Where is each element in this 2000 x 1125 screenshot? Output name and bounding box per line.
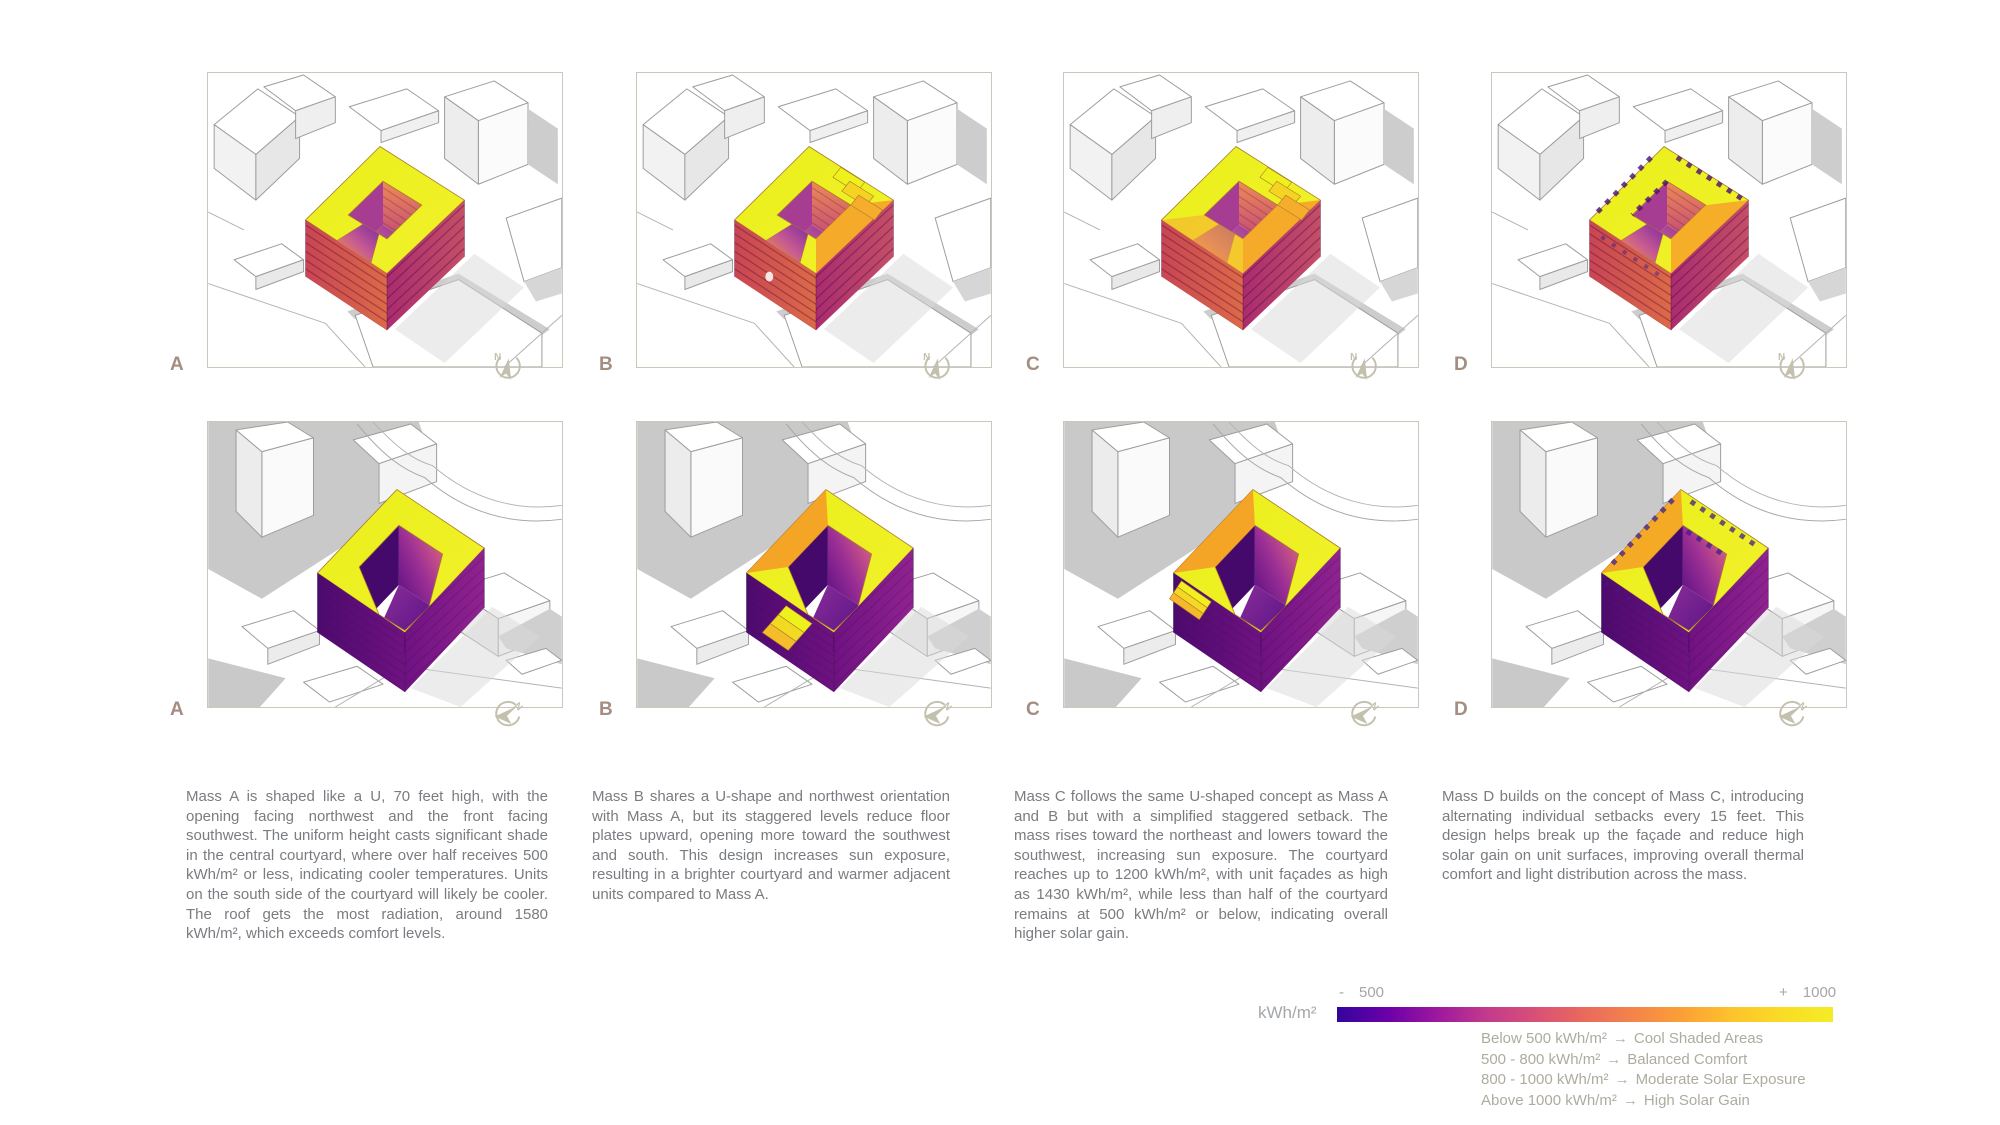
arrow-icon: → <box>1612 1030 1628 1047</box>
legend-class-row <box>1481 1050 1806 1071</box>
solar-radiation-render-d-courtyard <box>1492 422 1846 707</box>
north-arrow-rotated-icon <box>1347 698 1379 730</box>
legend-meaning: Moderate Solar Exposure <box>1635 1071 1806 1088</box>
massing-panel-c-courtyard <box>1063 421 1419 708</box>
panel-label-a-bottom: A <box>170 699 185 720</box>
legend-range: Below 500 kWh/m² <box>1481 1030 1607 1047</box>
north-arrow-rotated-icon <box>491 698 523 730</box>
legend-range: 800 - 1000 kWh/m² <box>1481 1071 1609 1088</box>
panel-label-d-top: D <box>1454 354 1469 375</box>
mass-c-description: Mass C follows the same U-shaped concept as Mass A and B but with a simplified staggered setback. The mass rises toward the northeast and lowers toward the southwest, increasing sun exposure. The courtyard reaches up to 1200 kWh/m², with unit façades as high as 1430 kWh/m², while less than half of the courtyard remains at 500 kWh/m² or below, indicating overall higher solar gain. <box>1014 788 1388 943</box>
panel-label-a-top: A <box>170 354 185 375</box>
massing-panel-d-aerial <box>1491 72 1847 368</box>
north-arrow-rotated-icon <box>1775 698 1807 730</box>
legend-class-row <box>1481 1070 1806 1091</box>
panel-label-b-bottom: B <box>599 699 614 720</box>
scale-min-symbol: - <box>1339 984 1345 1001</box>
massing-panel-b-courtyard <box>636 421 992 708</box>
legend-class-list <box>1481 1029 1806 1111</box>
mass-d-description: Mass D builds on the concept of Mass C, introducing alternating individual setbacks every 15 feet. This design helps break up the façade and reduce high solar gain on unit surfaces, improving overall thermal comfort and light distribution across the mass. <box>1442 788 1804 884</box>
north-arrow-icon <box>491 352 523 384</box>
north-arrow-icon <box>1347 352 1379 384</box>
massing-panel-b-aerial <box>636 72 992 368</box>
legend-unit-label: kWh/m² <box>1258 1003 1317 1022</box>
arrow-icon: → <box>1606 1050 1622 1068</box>
scale-min-value: 500 <box>1359 984 1385 1001</box>
panel-label-d-bottom: D <box>1454 699 1469 720</box>
legend-meaning: Cool Shaded Areas <box>1633 1030 1764 1047</box>
massing-panel-d-courtyard <box>1491 421 1847 708</box>
legend-range: Above 1000 kWh/m² <box>1481 1091 1617 1109</box>
solar-radiation-render-c-aerial <box>1064 73 1418 367</box>
solar-radiation-render-d-aerial <box>1492 73 1846 367</box>
legend-class-row <box>1481 1029 1806 1050</box>
legend-meaning: High Solar Gain <box>1643 1091 1750 1109</box>
legend-meaning: Balanced Comfort <box>1627 1050 1748 1068</box>
panel-label-b-top: B <box>599 354 614 375</box>
legend-class-row <box>1481 1091 1806 1112</box>
solar-radiation-render-c-courtyard <box>1064 422 1418 707</box>
mass-a-description: Mass A is shaped like a U, 70 feet high, with the opening facing northwest and the front facing southwest. The uniform height casts significant shade in the central courtyard, where over half receives 500 kWh/m² or less, indicating cooler temperatures. Units on the south side of the courtyard will likely be cooler. The roof gets the most radiation, around 1580 kWh/m², which exceeds comfort levels. <box>186 788 548 943</box>
scale-max-symbol: + <box>1779 984 1789 1001</box>
massing-panel-c-aerial <box>1063 72 1419 368</box>
arrow-icon: → <box>1622 1091 1638 1109</box>
panel-label-c-top: C <box>1026 354 1041 375</box>
scale-min-label <box>1339 984 1384 1001</box>
massing-panel-a-courtyard <box>207 421 563 708</box>
north-arrow-icon <box>920 352 952 384</box>
radiation-color-scale-bar <box>1337 1007 1833 1022</box>
legend-range: 500 - 800 kWh/m² <box>1481 1050 1601 1068</box>
massing-panel-a-aerial <box>207 72 563 368</box>
north-arrow-icon <box>1775 352 1807 384</box>
solar-radiation-render-b-aerial <box>637 73 991 367</box>
north-arrow-rotated-icon <box>920 698 952 730</box>
scale-max-value: 1000 <box>1802 984 1837 1001</box>
solar-radiation-render-b-courtyard <box>637 422 991 707</box>
solar-radiation-render-a-aerial <box>208 73 562 367</box>
solar-radiation-render-a-courtyard <box>208 422 562 707</box>
panel-label-c-bottom: C <box>1026 699 1041 720</box>
mass-b-description: Mass B shares a U-shape and northwest orientation with Mass A, but its staggered levels reduce floor plates upward, opening more toward the southwest and south. This design increases sun exposure, resulting in a brighter courtyard and warmer adjacent units compared to Mass A. <box>592 788 950 903</box>
scale-max-label <box>1779 984 1837 1001</box>
arrow-icon: → <box>1614 1071 1630 1088</box>
